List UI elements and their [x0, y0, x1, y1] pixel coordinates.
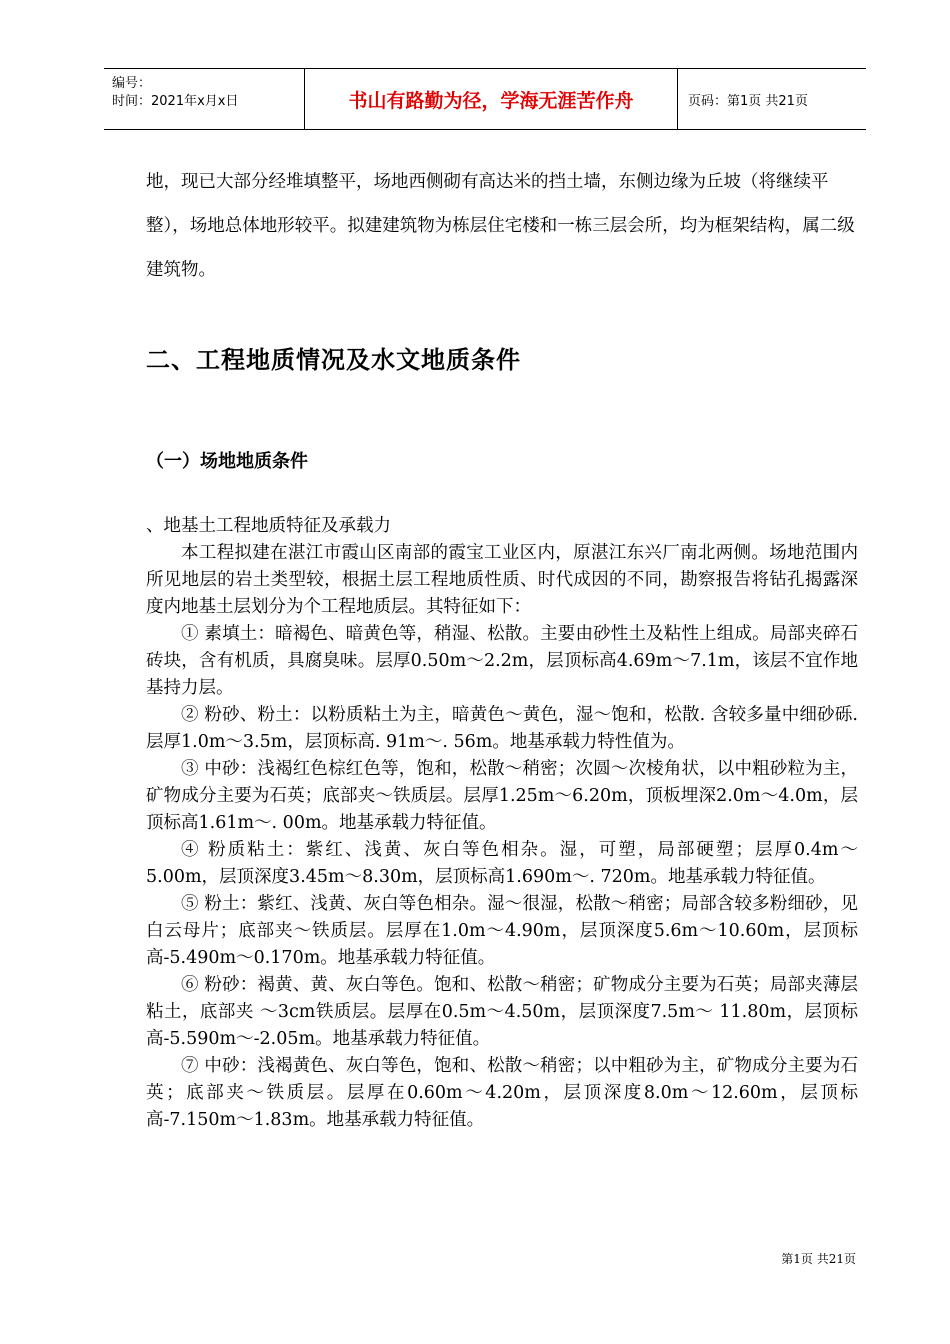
header-motto: 书山有路勤为径，学海无涯苦作舟	[305, 69, 678, 129]
paragraph: ② 粉砂、粉土：以粉质粘土为主，暗黄色～黄色，湿～饱和，松散. 含较多量中细砂砾. 层厚1.0m～3.5m，层顶标高. 91m～. 56m。地基承载力特性值为。	[146, 705, 858, 752]
main-text	[146, 513, 858, 1134]
header-meta-cell	[104, 69, 305, 129]
section-title: 二、工程地质情况及水文地质条件	[146, 346, 521, 374]
paragraph: 本工程拟建在湛江市霞山区南部的霞宝工业区内，原湛江东兴厂南北两侧。场地范围内所见地层的岩土类型较，根据土层工程地质性质、时代成因的不同，勘察报告将钻孔揭露深度内地基土层划分为个工程地质层。其特征如下：	[146, 543, 858, 617]
paragraph: ① 素填土：暗褐色、暗黄色等，稍湿、松散。主要由砂性土及粘性上组成。局部夹碎石砖块，含有机质，具腐臭味。层厚0.50m～2.2m，层顶标高4.69m～7.1m，该层不宜作地基持力层。	[146, 624, 858, 698]
item-title: 、地基土工程地质特征及承载力	[146, 516, 391, 536]
paragraph: ③ 中砂：浅褐红色棕红色等，饱和，松散～稍密；次圆～次棱角状，以中粗砂粒为主，矿物成分主要为石英；底部夹～铁质层。层厚1.25m～6.20m，顶板埋深2.0m～4.0m，层顶标高1.61m～. 00m。地基承载力特征值。	[146, 759, 858, 833]
intro-paragraph: 地，现已大部分经堆填整平，场地西侧砌有高达米的挡土墙，东侧边缘为丘坡（将继续平整），场地总体地形较平。拟建建筑物为栋层住宅楼和一栋三层会所，均为框架结构，属二级建筑物。	[146, 172, 855, 280]
page-footer: 第1页 共21页	[781, 1252, 856, 1266]
paragraph: ⑦ 中砂：浅褐黄色、灰白等色，饱和、松散～稍密；以中粗砂为主，矿物成分主要为石英；底部夹～铁质层。层厚在0.60m～4.20m，层顶深度8.0m～12.60m，层顶标高-7.150m～1.83m。地基承载力特征值。	[146, 1056, 858, 1130]
intro-block	[146, 160, 858, 292]
header-page-label: 页码：第1页 共21页	[688, 93, 808, 109]
paragraph: ⑤ 粉土：紫红、浅黄、灰白等色相杂。湿～很湿，松散～稍密；局部含较多粉细砂，见白云母片；底部夹～铁质层。层厚在1.0m～4.90m，层顶深度5.6m～10.60m，层顶标高-5.490m～0.170m。地基承载力特征值。	[146, 894, 858, 968]
document-time-label: 时间：2021年x月x日	[112, 94, 239, 109]
document-number-label: 编号：	[112, 76, 152, 91]
paragraph: ⑥ 粉砂：褐黄、黄、灰白等色。饱和、松散～稍密；矿物成分主要为石英；局部夹薄层粘土，底部夹 ～3cm铁质层。层厚在0.5m～4.50m，层顶深度7.5m～ 11.80m，层顶标高-5.590m～-2.05m。地基承载力特征值。	[146, 975, 858, 1049]
subsection-title: （一）场地地质条件	[146, 451, 308, 472]
paragraph: ④ 粉质粘土：紫红、浅黄、灰白等色相杂。湿，可塑，局部硬塑；层厚0.4m～5.00m，层顶深度3.45m～8.30m，层顶标高1.690m～. 720m。地基承载力特征值。	[146, 840, 858, 887]
header-table	[104, 68, 866, 130]
